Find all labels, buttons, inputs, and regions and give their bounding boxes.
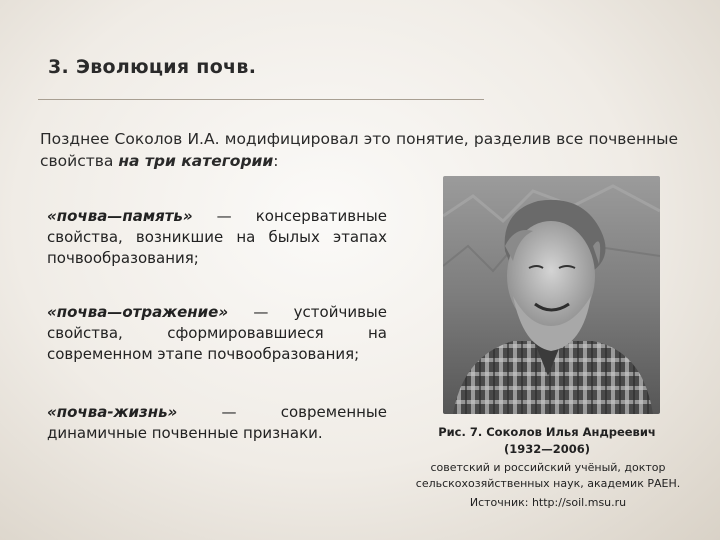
category-item-reflection [47,302,387,365]
figure-caption-description [400,460,696,492]
category-item-memory [47,206,387,269]
category-term: «почва-жизнь» [47,403,178,421]
figure-caption-name: Рис. 7. Соколов Илья Андреевич [438,425,656,439]
portrait-photo [443,176,660,414]
category-term: «почва—отражение» [47,303,229,321]
intro-colon: : [273,152,279,170]
intro-emphasis: на три категории [118,152,274,170]
intro-paragraph [40,128,678,172]
category-term: «почва—память» [47,207,193,225]
figure-caption-years: (1932—2006) [503,442,591,456]
figure-source: Источник: http://soil.msu.ru [469,496,627,509]
figure-caption-desc-line2: сельскохозяйственных наук, академик РАЕН. [415,477,681,490]
title-divider [38,99,484,100]
figure-caption-title [412,424,682,458]
category-description: — консервативные свойства, возникшие на былых этапах почвообразования; [47,207,387,267]
intro-text: Позднее Соколов И.А. модифицировал это понятие, разделив все почвенные свойства [40,130,678,170]
slide-title: 3. Эволюция почв. [48,56,257,78]
category-item-life [47,402,387,444]
category-description: — современные динамичные почвенные признаки. [47,403,387,442]
figure-caption-desc-line1: советский и российский учёный, доктор [430,461,666,474]
category-description: — устойчивые свойства, сформировавшиеся на современном этапе почвообразования; [47,303,387,363]
